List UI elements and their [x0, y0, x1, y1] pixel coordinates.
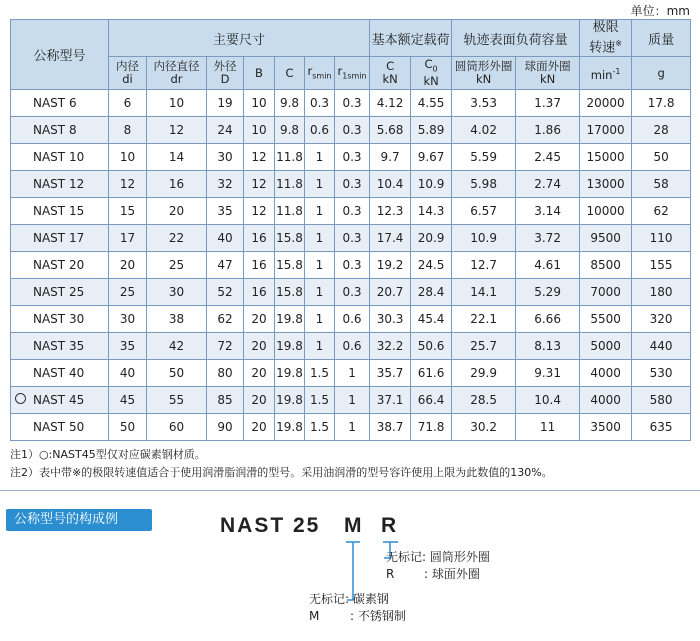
value-cell: 14.3 — [411, 198, 452, 225]
value-cell: 20 — [244, 306, 275, 333]
value-cell: 0.3 — [335, 198, 370, 225]
value-cell: 10 — [109, 144, 147, 171]
value-cell: 35 — [109, 333, 147, 360]
value-cell: 11.8 — [275, 198, 305, 225]
value-cell: 35.7 — [370, 360, 411, 387]
value-cell: 4.55 — [411, 90, 452, 117]
value-cell: 530 — [632, 360, 691, 387]
value-cell: 9.8 — [275, 117, 305, 144]
value-cell: 1 — [305, 306, 335, 333]
outer-r-value: : 球面外圈 — [424, 567, 480, 581]
value-cell: 0.6 — [305, 117, 335, 144]
value-cell: 10 — [244, 90, 275, 117]
header-load-c0-label: C — [424, 57, 433, 72]
value-cell: 16 — [244, 279, 275, 306]
value-cell: 19.8 — [275, 333, 305, 360]
value-cell: 5.68 — [370, 117, 411, 144]
value-cell: 5.29 — [516, 279, 580, 306]
value-cell: 0.6 — [335, 306, 370, 333]
value-cell: 35 — [207, 198, 244, 225]
value-cell: 2.74 — [516, 171, 580, 198]
value-cell: 3500 — [580, 414, 632, 441]
value-cell: 28.5 — [452, 387, 516, 414]
value-cell: 50 — [147, 360, 207, 387]
model-cell: NAST 12 — [11, 171, 109, 198]
value-cell: 16 — [244, 225, 275, 252]
value-cell: 20.7 — [370, 279, 411, 306]
value-cell: 11.8 — [275, 144, 305, 171]
header-load-c-label: C — [386, 59, 395, 74]
value-cell: 71.8 — [411, 414, 452, 441]
header-sph-outer-label: 球面外圈 — [524, 59, 571, 74]
value-cell: 20000 — [580, 90, 632, 117]
material-m-key: M — [309, 609, 320, 623]
header-model: 公称型号 — [11, 20, 109, 90]
value-cell: 1 — [305, 333, 335, 360]
value-cell: 9.67 — [411, 144, 452, 171]
header-inner-dia-label: 内径 — [116, 59, 139, 74]
value-cell: 15.8 — [275, 252, 305, 279]
value-cell: 20 — [244, 333, 275, 360]
value-cell: 40 — [109, 360, 147, 387]
model-cell: NAST 20 — [11, 252, 109, 279]
value-cell: 20.9 — [411, 225, 452, 252]
value-cell: 15 — [109, 198, 147, 225]
value-cell: 15.8 — [275, 225, 305, 252]
header-limit-speed-line2: 转速 — [589, 40, 616, 56]
value-cell: 110 — [632, 225, 691, 252]
value-cell: 635 — [632, 414, 691, 441]
value-cell: 4.12 — [370, 90, 411, 117]
header-mass-unit: g — [632, 57, 691, 90]
header-sph-outer-unit: kN — [539, 72, 556, 87]
value-cell: 4000 — [580, 360, 632, 387]
header-b: B — [244, 57, 275, 90]
value-cell: 9.8 — [275, 90, 305, 117]
value-cell: 155 — [632, 252, 691, 279]
value-cell: 0.3 — [335, 144, 370, 171]
model-cell: NAST 40 — [11, 360, 109, 387]
header-r1smin-sub: 1smin — [342, 70, 367, 80]
value-cell: 12 — [244, 144, 275, 171]
value-cell: 0.3 — [335, 279, 370, 306]
value-cell: 61.6 — [411, 360, 452, 387]
value-cell: 0.3 — [335, 90, 370, 117]
value-cell: 85 — [207, 387, 244, 414]
value-cell: 0.6 — [335, 333, 370, 360]
value-cell: 1 — [305, 198, 335, 225]
header-load-c0-sub: 0 — [432, 64, 438, 74]
value-cell: 37.1 — [370, 387, 411, 414]
value-cell: 19.2 — [370, 252, 411, 279]
value-cell: 10000 — [580, 198, 632, 225]
value-cell: 55 — [147, 387, 207, 414]
value-cell: 30 — [109, 306, 147, 333]
value-cell: 20 — [244, 360, 275, 387]
speed-note-mark: ※ — [615, 39, 622, 48]
value-cell: 22.1 — [452, 306, 516, 333]
value-cell: 1 — [305, 171, 335, 198]
value-cell: 0.3 — [335, 252, 370, 279]
value-cell: 10 — [244, 117, 275, 144]
value-cell: 4.61 — [516, 252, 580, 279]
value-cell: 8.13 — [516, 333, 580, 360]
value-cell: 28 — [632, 117, 691, 144]
value-cell: 62 — [632, 198, 691, 225]
value-cell: 60 — [147, 414, 207, 441]
value-cell: 28.4 — [411, 279, 452, 306]
value-cell: 1.37 — [516, 90, 580, 117]
value-cell: 32 — [207, 171, 244, 198]
value-cell: 180 — [632, 279, 691, 306]
value-cell: 17.8 — [632, 90, 691, 117]
value-cell: 6 — [109, 90, 147, 117]
value-cell: 0.3 — [305, 90, 335, 117]
value-cell: 1 — [305, 252, 335, 279]
composition-title: 公称型号的构成例 — [6, 509, 152, 531]
value-cell: 20 — [109, 252, 147, 279]
value-cell: 30.2 — [452, 414, 516, 441]
value-cell: 11 — [516, 414, 580, 441]
header-r1smin-r: r — [337, 63, 343, 78]
value-cell: 4000 — [580, 387, 632, 414]
value-cell: 72 — [207, 333, 244, 360]
value-cell: 2.45 — [516, 144, 580, 171]
value-cell: 24 — [207, 117, 244, 144]
value-cell: 8 — [109, 117, 147, 144]
model-cell: NAST 45 — [11, 387, 109, 414]
value-cell: 9500 — [580, 225, 632, 252]
value-cell: 0.3 — [335, 117, 370, 144]
value-cell: 19.8 — [275, 306, 305, 333]
value-cell: 10.4 — [370, 171, 411, 198]
value-cell: 12 — [244, 198, 275, 225]
note-1: 注1）○:NAST45型仅对应碳素钢材质。 — [10, 448, 206, 461]
material-m-value: : 不锈钢制 — [350, 609, 406, 623]
value-cell: 4.02 — [452, 117, 516, 144]
header-rsmin-sub: smin — [312, 70, 332, 80]
value-cell: 50 — [109, 414, 147, 441]
value-cell: 5500 — [580, 306, 632, 333]
value-cell: 12.7 — [452, 252, 516, 279]
value-cell: 12 — [109, 171, 147, 198]
header-main-dims: 主要尺寸 — [109, 20, 370, 57]
value-cell: 12 — [147, 117, 207, 144]
value-cell: 5000 — [580, 333, 632, 360]
value-cell: 25.7 — [452, 333, 516, 360]
value-cell: 30 — [207, 144, 244, 171]
model-cell: NAST 17 — [11, 225, 109, 252]
outer-none-label: 无标记: 圆筒形外圈 — [386, 550, 490, 564]
value-cell: 3.14 — [516, 198, 580, 225]
value-cell: 11.8 — [275, 171, 305, 198]
value-cell: 9.7 — [370, 144, 411, 171]
value-cell: 17.4 — [370, 225, 411, 252]
value-cell: 24.5 — [411, 252, 452, 279]
value-cell: 20 — [244, 414, 275, 441]
value-cell: 12 — [244, 171, 275, 198]
header-speed-unit-sup: -1 — [612, 66, 621, 76]
value-cell: 1.5 — [305, 387, 335, 414]
model-cell: NAST 30 — [11, 306, 109, 333]
header-rsmin-r: r — [307, 63, 313, 78]
value-cell: 14 — [147, 144, 207, 171]
model-cell: NAST 8 — [11, 117, 109, 144]
model-cell: NAST 15 — [11, 198, 109, 225]
value-cell: 1.5 — [305, 360, 335, 387]
value-cell: 19.8 — [275, 360, 305, 387]
value-cell: 62 — [207, 306, 244, 333]
value-cell: 10.4 — [516, 387, 580, 414]
value-cell: 15.8 — [275, 279, 305, 306]
model-cell: NAST 35 — [11, 333, 109, 360]
model-cell: NAST 6 — [11, 90, 109, 117]
model-cell: NAST 50 — [11, 414, 109, 441]
value-cell: 38.7 — [370, 414, 411, 441]
value-cell: 19 — [207, 90, 244, 117]
value-cell: 19.8 — [275, 387, 305, 414]
value-cell: 17000 — [580, 117, 632, 144]
value-cell: 9.31 — [516, 360, 580, 387]
value-cell: 1 — [305, 225, 335, 252]
value-cell: 12.3 — [370, 198, 411, 225]
value-cell: 1 — [305, 144, 335, 171]
model-cell: NAST 10 — [11, 144, 109, 171]
value-cell: 3.53 — [452, 90, 516, 117]
value-cell: 14.1 — [452, 279, 516, 306]
value-cell: 50 — [632, 144, 691, 171]
value-cell: 6.57 — [452, 198, 516, 225]
header-outer-dia-label: 外径 — [213, 59, 237, 74]
value-cell: 13000 — [580, 171, 632, 198]
value-cell: 320 — [632, 306, 691, 333]
value-cell: 22 — [147, 225, 207, 252]
value-cell: 50.6 — [411, 333, 452, 360]
header-outer-dia-symbol: D — [220, 72, 230, 87]
value-cell: 45 — [109, 387, 147, 414]
header-inner-race-dia-label: 内径直径 — [153, 59, 200, 74]
value-cell: 15000 — [580, 144, 632, 171]
header-track-load: 轨迹表面负荷容量 — [452, 20, 580, 57]
value-cell: 66.4 — [411, 387, 452, 414]
header-inner-race-dia-symbol: dr — [170, 72, 183, 87]
value-cell: 30 — [147, 279, 207, 306]
value-cell: 5.89 — [411, 117, 452, 144]
header-load-c0-unit: kN — [423, 74, 439, 89]
value-cell: 42 — [147, 333, 207, 360]
header-inner-dia-symbol: di — [122, 72, 133, 87]
value-cell: 8500 — [580, 252, 632, 279]
value-cell: 32.2 — [370, 333, 411, 360]
value-cell: 90 — [207, 414, 244, 441]
value-cell: 6.66 — [516, 306, 580, 333]
header-load-c-unit: kN — [382, 72, 398, 87]
value-cell: 1 — [335, 360, 370, 387]
model-cell: NAST 25 — [11, 279, 109, 306]
outer-r-key: R — [386, 567, 395, 581]
value-cell: 47 — [207, 252, 244, 279]
value-cell: 20 — [147, 198, 207, 225]
value-cell: 5.59 — [452, 144, 516, 171]
material-none-label: 无标记: 碳素钢 — [309, 592, 389, 606]
value-cell: 5.98 — [452, 171, 516, 198]
value-cell: 25 — [147, 252, 207, 279]
header-mass: 质量 — [632, 20, 691, 57]
value-cell: 80 — [207, 360, 244, 387]
header-cyl-outer-unit: kN — [475, 72, 492, 87]
unit-label: 单位：mm — [630, 4, 690, 18]
header-speed-unit-label: min — [590, 67, 613, 82]
value-cell: 3.72 — [516, 225, 580, 252]
value-cell: 52 — [207, 279, 244, 306]
value-cell: 10.9 — [452, 225, 516, 252]
note-2: 注2）表中带※的极限转速值适合于使用润滑脂润滑的型号。采用油润滑的型号容许使用上限为此数值的130%。 — [10, 466, 553, 479]
value-cell: 20 — [244, 387, 275, 414]
value-cell: 580 — [632, 387, 691, 414]
value-cell: 38 — [147, 306, 207, 333]
value-cell: 45.4 — [411, 306, 452, 333]
value-cell: 1 — [335, 387, 370, 414]
value-cell: 16 — [244, 252, 275, 279]
model-code-base: NAST 25 — [220, 514, 321, 537]
value-cell: 16 — [147, 171, 207, 198]
value-cell: 10.9 — [411, 171, 452, 198]
value-cell: 40 — [207, 225, 244, 252]
header-cyl-outer-label: 圆筒形外圈 — [454, 59, 513, 74]
value-cell: 19.8 — [275, 414, 305, 441]
value-cell: 25 — [109, 279, 147, 306]
value-cell: 17 — [109, 225, 147, 252]
value-cell: 440 — [632, 333, 691, 360]
value-cell: 30.3 — [370, 306, 411, 333]
value-cell: 29.9 — [452, 360, 516, 387]
value-cell: 58 — [632, 171, 691, 198]
value-cell: 0.3 — [335, 225, 370, 252]
value-cell: 0.3 — [335, 171, 370, 198]
header-c: C — [275, 57, 305, 90]
model-code-outer: R — [381, 514, 399, 537]
value-cell: 7000 — [580, 279, 632, 306]
value-cell: 10 — [147, 90, 207, 117]
model-code-material: M — [344, 514, 364, 537]
value-cell: 1.86 — [516, 117, 580, 144]
value-cell: 1 — [305, 279, 335, 306]
value-cell: 1.5 — [305, 414, 335, 441]
header-limit-speed-line1: 极限 — [592, 20, 619, 35]
value-cell: 1 — [335, 414, 370, 441]
header-basic-load: 基本额定载荷 — [370, 20, 452, 57]
